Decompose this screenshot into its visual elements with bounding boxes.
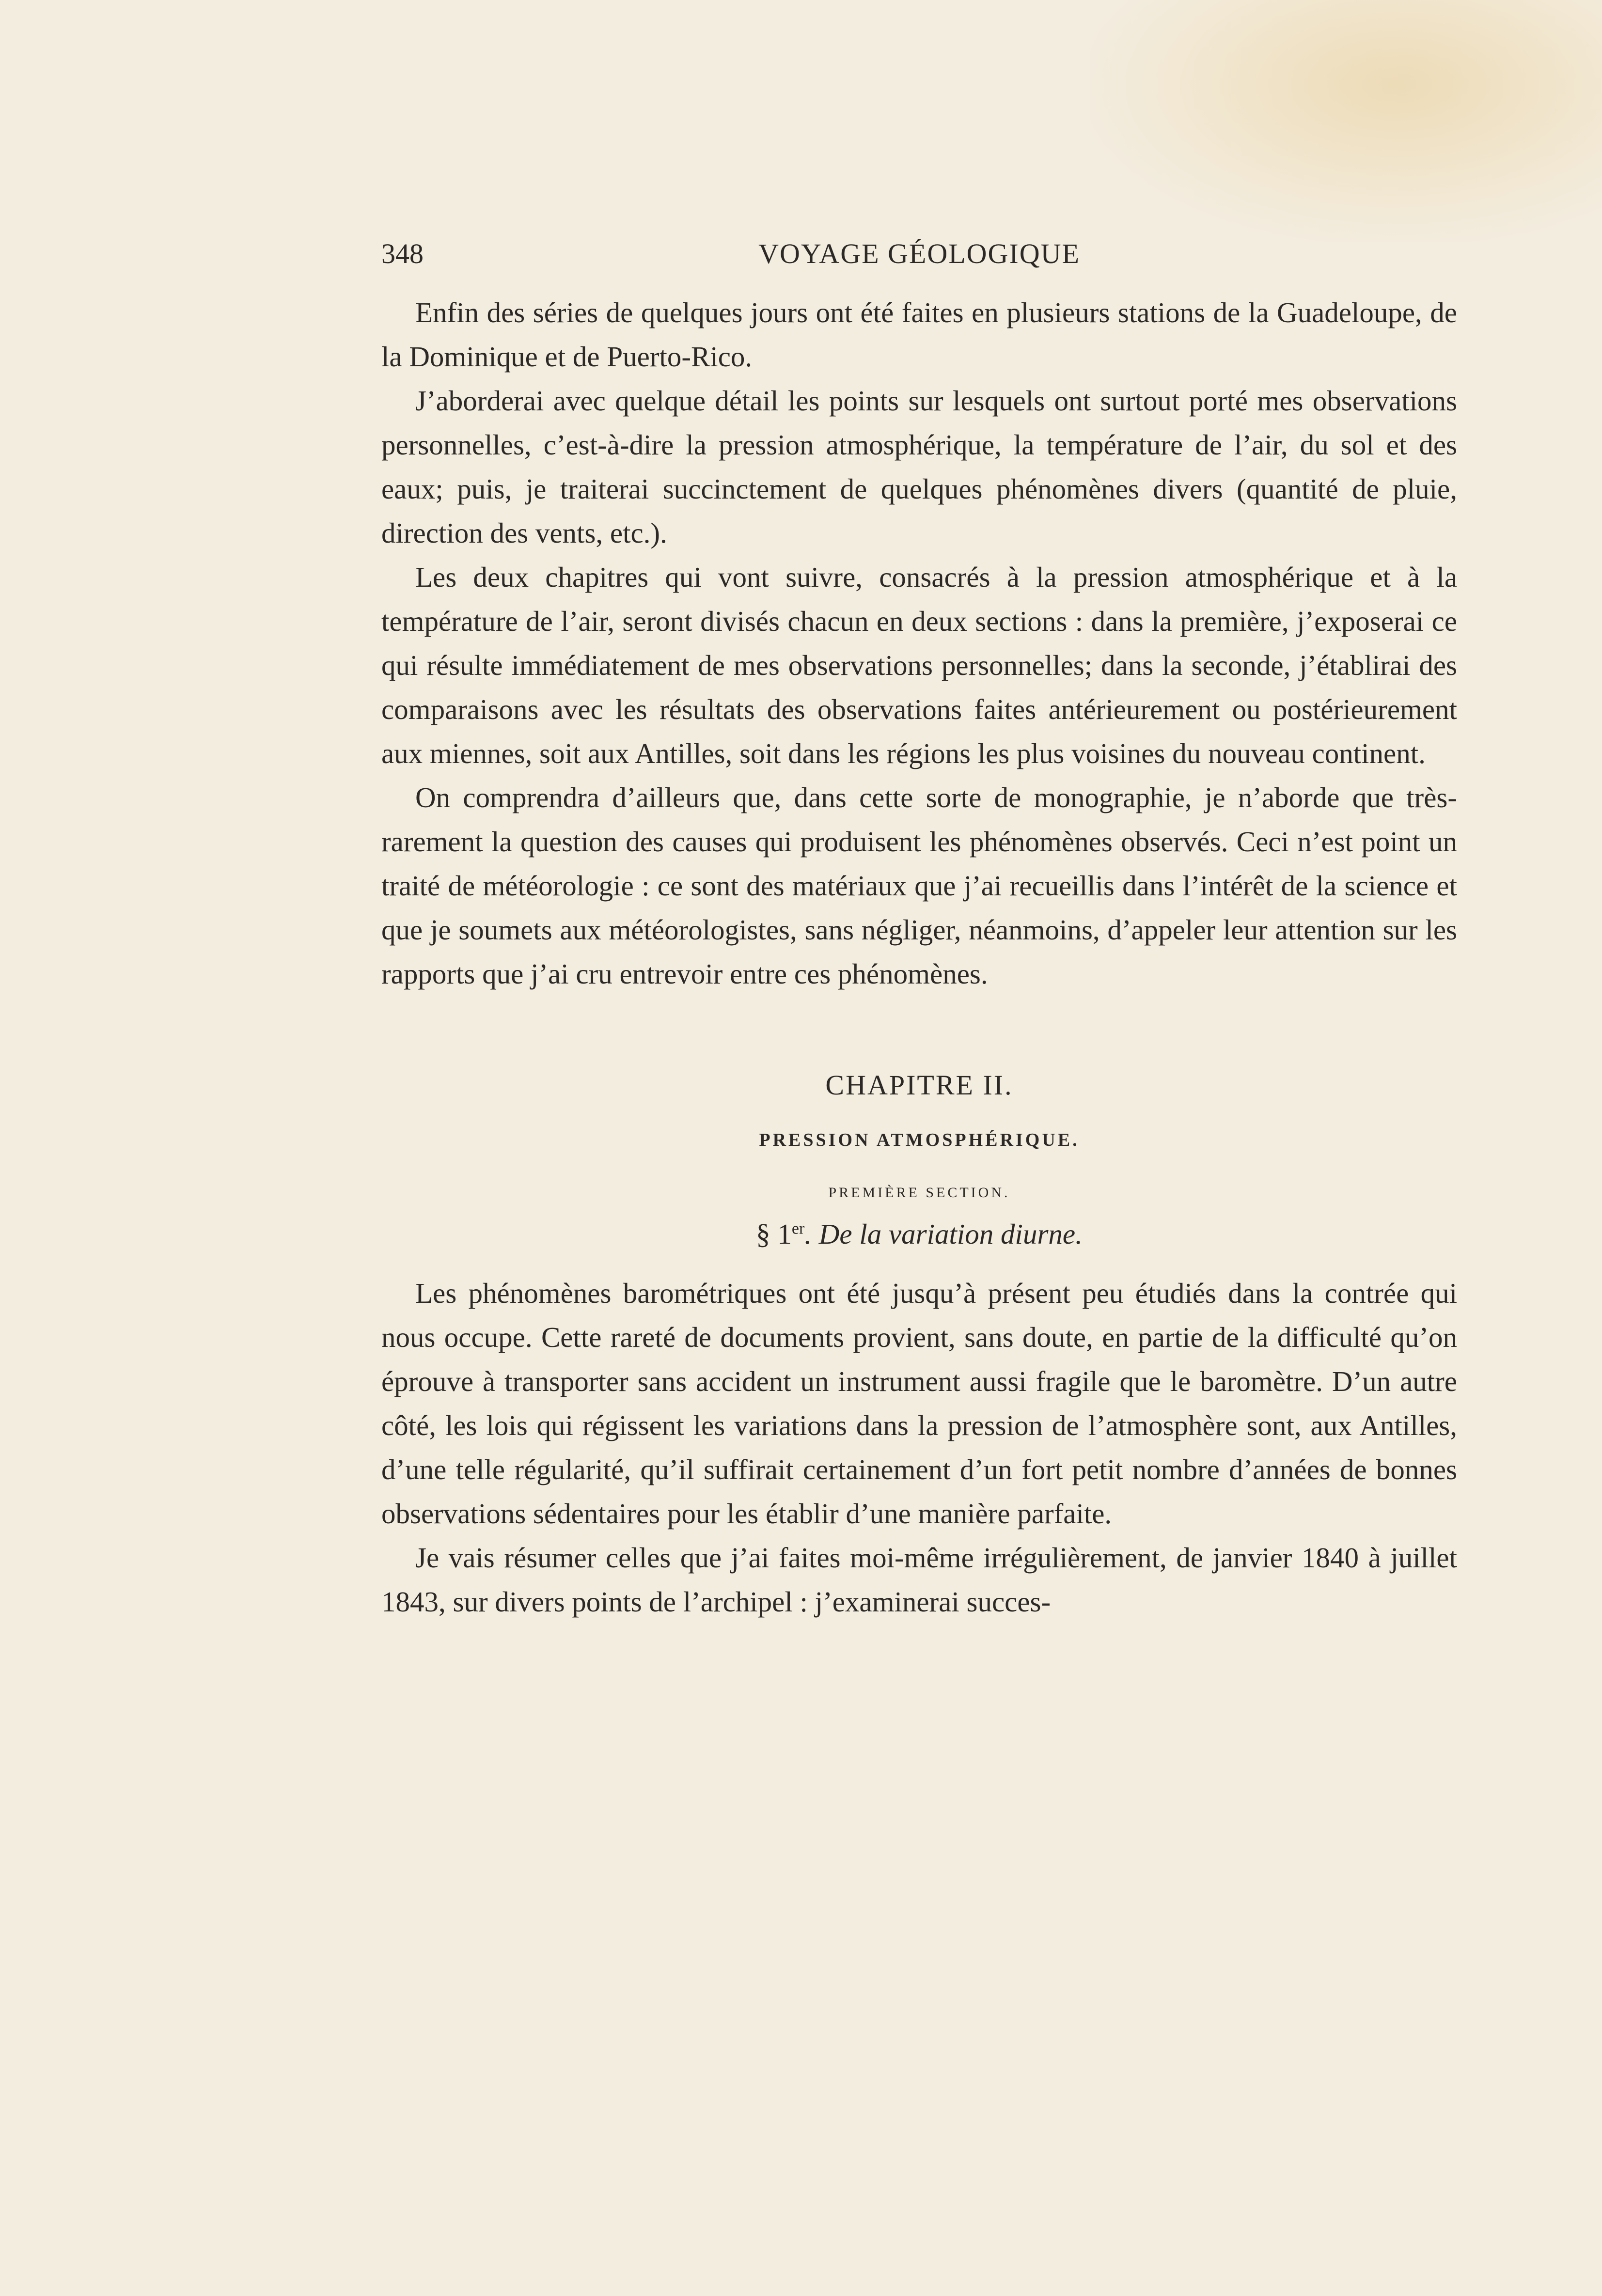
intro-paragraph-3: Les deux chapitres qui vont suivre, consacrés à la pression atmosphérique et à la température de l’air, seront divisés chacun en deux sections : dans la première, j’exposerai ce qui résulte immédiatement de mes observations personnelles; dans la seconde, j’établirai des comparaisons avec les résultats des observations faites antérieurement ou postérieurement aux miennes, soit aux Antilles, soit dans les régions les plus voisines du nouveau continent.	[381, 561, 1457, 769]
section-label: PREMIÈRE SECTION.	[828, 1185, 1010, 1201]
page-number: 348	[381, 238, 424, 269]
intro-paragraph-2: J’aborderai avec quelque détail les points sur lesquels ont surtout porté mes observations personnelles, c’est-à-dire la pression atmosphérique, la température de l’air, du sol et des eaux; puis, je traiterai succinctement de quelques phénomènes divers (quantité de pluie, direction des vents, etc.).	[381, 385, 1457, 549]
section-title: . De la variation diurne.	[804, 1218, 1083, 1250]
body-paragraph-2: Je vais résumer celles que j’ai faites moi-même irrégulièrement, de janvier 1840 à juillet 1843, sur divers points de l’archipel : j’examinerai succes-	[381, 1542, 1457, 1618]
intro-paragraph-1: Enfin des séries de quelques jours ont été faites en plusieurs stations de la Guadeloupe, de la Dominique et de Puerto-Rico.	[381, 297, 1457, 373]
section-symbol: § 1	[756, 1218, 792, 1250]
chapter-title: CHAPITRE II.	[825, 1069, 1013, 1101]
running-head	[381, 237, 1457, 281]
running-title: VOYAGE GÉOLOGIQUE	[758, 238, 1080, 269]
section-ordinal: er	[791, 1219, 805, 1238]
chapter-subtitle: PRESSION ATMOSPHÉRIQUE.	[759, 1130, 1080, 1150]
paper-stain	[1090, 0, 1602, 242]
section-heading	[381, 1218, 1457, 1251]
intro-paragraph-4: On comprendra d’ailleurs que, dans cette sorte de monographie, je n’aborde que très-rarement la question des causes qui produisent les phénomènes observés. Ceci n’est point un traité de météorologie : ce sont des matériaux que j’ai recueillis dans l’intérêt de la science et que je soumets aux météorologistes, sans négliger, néanmoins, d’appeler leur attention sur les rapports que j’ai cru entrevoir entre ces phénomènes.	[381, 781, 1457, 990]
body-paragraph-1: Les phénomènes barométriques ont été jusqu’à présent peu étudiés dans la contrée qui nous occupe. Cette rareté de documents provient, sans doute, en partie de la difficulté qu’on éprouve à transporter sans accident un instrument aussi fragile que le baromètre. D’un autre côté, les lois qui régissent les variations dans la pression de l’atmosphère sont, aux Antilles, d’une telle régularité, qu’il suffirait certainement d’un fort petit nombre d’années de bonnes observations sédentaires pour les établir d’une manière parfaite.	[381, 1277, 1457, 1530]
page-body	[381, 237, 1457, 1624]
